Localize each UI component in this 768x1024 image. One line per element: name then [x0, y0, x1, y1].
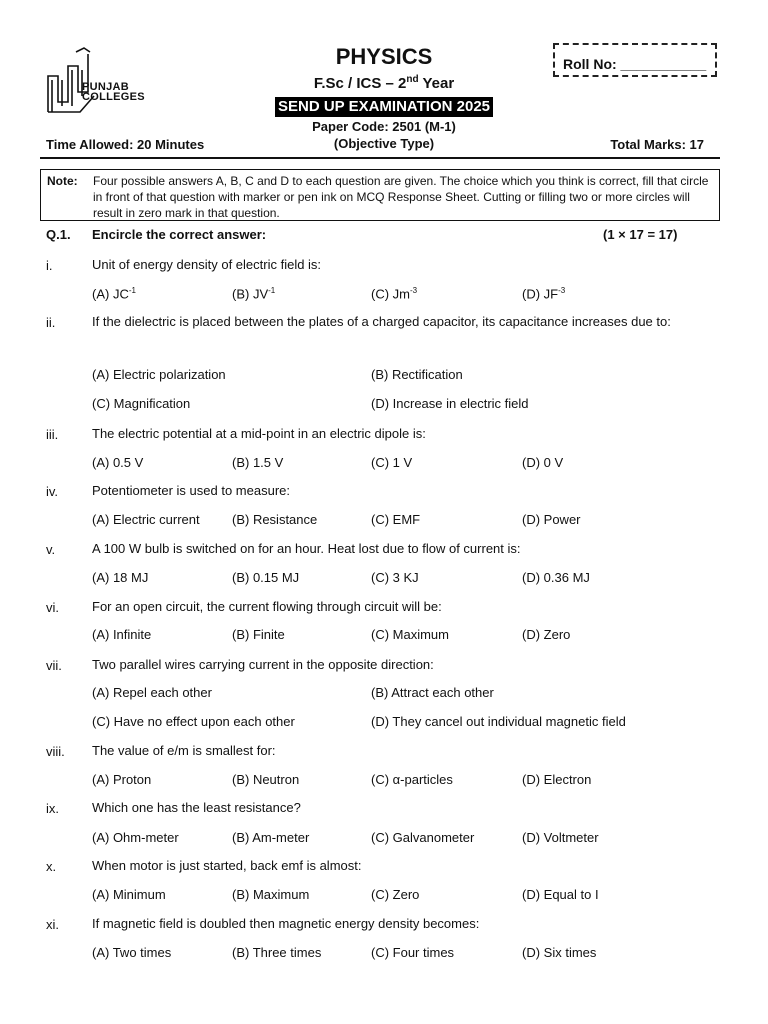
answer-option[interactable]: [522, 887, 599, 902]
answer-option[interactable]: [232, 512, 317, 527]
answer-option[interactable]: [522, 945, 596, 960]
option-label: (A) Two times: [92, 945, 172, 960]
answer-option[interactable]: [522, 512, 581, 527]
paper-code: Paper Code: 2501 (M-1): [312, 119, 456, 134]
option-label: (D) Increase in electric field: [371, 396, 529, 411]
answer-option[interactable]: [371, 887, 419, 902]
roll-number-box[interactable]: Roll No: ___________: [553, 43, 717, 77]
option-label: (D) Equal to I: [522, 887, 599, 902]
total-marks: Total Marks: 17: [610, 137, 704, 152]
option-label: (A) JC: [92, 286, 129, 302]
option-label: (B) 0.15 MJ: [232, 570, 300, 585]
answer-option[interactable]: [371, 570, 419, 585]
question-number: iii.: [46, 427, 59, 442]
answer-option[interactable]: [92, 367, 226, 382]
answer-option[interactable]: [92, 627, 151, 642]
option-label: (A) Minimum: [92, 887, 166, 902]
answer-option[interactable]: [92, 286, 136, 301]
answer-option[interactable]: [522, 455, 563, 470]
question-text: For an open circuit, the current flowing through circuit will be:: [92, 599, 442, 614]
answer-option[interactable]: [92, 772, 151, 787]
note-box: [40, 169, 720, 221]
option-label: (C) Have no effect upon each other: [92, 714, 295, 729]
option-label: (C) Jm: [371, 286, 410, 302]
logo-text-line1: PUNJAB: [82, 81, 130, 93]
answer-option[interactable]: [92, 570, 148, 585]
option-label: (D) Zero: [522, 627, 571, 642]
answer-option[interactable]: [232, 772, 299, 787]
answer-option[interactable]: [522, 830, 599, 845]
option-label: (B) Resistance: [232, 512, 318, 527]
answer-option[interactable]: [371, 286, 417, 301]
answer-option[interactable]: [371, 627, 449, 642]
question-number: ix.: [46, 801, 59, 816]
question-number: v.: [46, 542, 56, 557]
option-label: (A) Electric polarization: [92, 367, 226, 382]
option-label: (A) Ohm-meter: [92, 830, 179, 845]
option-label: (A) Electric current: [92, 512, 200, 527]
option-label: (C) Four times: [371, 945, 455, 960]
option-label: (A) Infinite: [92, 627, 152, 642]
note-label: Note:: [47, 174, 78, 188]
answer-option[interactable]: [371, 512, 420, 527]
time-allowed: Time Allowed: 20 Minutes: [46, 137, 205, 152]
option-superscript: -3: [558, 286, 566, 295]
answer-option[interactable]: [92, 512, 200, 527]
answer-option[interactable]: [371, 945, 454, 960]
option-label: (D) 0.36 MJ: [522, 570, 590, 585]
option-label: (B) Am-meter: [232, 830, 310, 845]
question-text: The value of e/m is smallest for:: [92, 743, 276, 758]
question-number: viii.: [46, 744, 65, 759]
answer-option[interactable]: [232, 830, 309, 845]
exam-banner: SEND UP EXAMINATION 2025: [275, 97, 493, 117]
question-text: When motor is just started, back emf is almost:: [92, 858, 362, 873]
question-text: Two parallel wires carrying current in the opposite direction:: [92, 657, 434, 672]
question-number: i.: [46, 258, 53, 273]
answer-option[interactable]: [232, 945, 321, 960]
question-text: If magnetic field is doubled then magnetic energy density becomes:: [92, 916, 480, 931]
logo-text-line2: COLLEGES: [82, 91, 145, 103]
question-text: If the dielectric is placed between the plates of a charged capacitor, its capacitance increases due to:: [92, 314, 671, 329]
answer-option[interactable]: [92, 945, 171, 960]
option-label: (C) Zero: [371, 887, 420, 902]
answer-option[interactable]: [371, 830, 474, 845]
question-text: The electric potential at a mid-point in an electric dipole is:: [92, 426, 426, 441]
class-prefix: F.Sc / ICS – 2: [313, 75, 407, 92]
option-label: (C) 1 V: [371, 455, 413, 470]
answer-option[interactable]: [92, 455, 143, 470]
option-label: (B) Attract each other: [371, 685, 494, 700]
option-label: (D) 0 V: [522, 455, 564, 470]
option-label: (B) JV: [232, 286, 269, 302]
option-label: (D) JF: [522, 286, 559, 302]
answer-option[interactable]: [371, 455, 412, 470]
question-number: x.: [46, 859, 57, 874]
option-label: (B) Maximum: [232, 887, 310, 902]
answer-option[interactable]: [92, 396, 190, 411]
question-number: vi.: [46, 600, 59, 615]
answer-option[interactable]: [92, 830, 179, 845]
answer-option[interactable]: [522, 627, 570, 642]
section-instruction: Encircle the correct answer:: [92, 227, 267, 242]
option-label: (B) 1.5 V: [232, 455, 284, 470]
option-label: (D) Voltmeter: [522, 830, 599, 845]
answer-option[interactable]: [371, 772, 453, 787]
option-label: (D) They cancel out individual magnetic field: [371, 714, 626, 729]
section-number: Q.1.: [46, 227, 71, 242]
question-text: Which one has the least resistance?: [92, 800, 301, 815]
option-label: (C) EMF: [371, 512, 421, 527]
answer-option[interactable]: [92, 887, 166, 902]
option-label: (C) Galvanometer: [371, 830, 475, 845]
option-label: (B) Finite: [232, 627, 285, 642]
section-marks: (1 × 17 = 17): [603, 227, 678, 242]
question-number: vii.: [46, 658, 62, 673]
option-label: (A) Repel each other: [92, 685, 212, 700]
option-label: (C) Maximum: [371, 627, 449, 642]
subject-title: PHYSICS: [335, 44, 433, 69]
class-suffix: Year: [418, 75, 455, 92]
option-label: (B) Three times: [232, 945, 322, 960]
answer-option[interactable]: [232, 455, 283, 470]
question-number: xi.: [46, 917, 59, 932]
exam-banner-wrap: [0, 97, 768, 117]
answer-option[interactable]: [232, 887, 309, 902]
answer-option[interactable]: [371, 396, 529, 411]
option-superscript: -1: [128, 286, 136, 295]
paper-type: (Objective Type): [333, 136, 435, 151]
option-label: (B) Neutron: [232, 772, 300, 787]
option-label: (D) Power: [522, 512, 581, 527]
option-label: (A) Proton: [92, 772, 152, 787]
option-label: (D) Six times: [522, 945, 597, 960]
answer-option[interactable]: [522, 570, 590, 585]
answer-option[interactable]: [92, 714, 295, 729]
answer-option[interactable]: [232, 627, 285, 642]
note-text: Four possible answers A, B, C and D to each question are given. The choice which you think is correct, fill that circle in front of that question with marker or pen ink on MCQ Response Sheet. Cutting or filling two or more circles will result in zero mark in that question.: [93, 174, 709, 220]
answer-option[interactable]: [371, 714, 626, 729]
option-label: (C) Magnification: [92, 396, 191, 411]
option-label: (B) Rectification: [371, 367, 463, 382]
option-label: (D) Electron: [522, 772, 592, 787]
answer-option[interactable]: [371, 685, 494, 700]
answer-option[interactable]: [522, 772, 591, 787]
question-text: Potentiometer is used to measure:: [92, 483, 290, 498]
option-label: (C) α-particles: [371, 772, 453, 787]
answer-option[interactable]: [92, 685, 212, 700]
option-label: (A) 0.5 V: [92, 455, 144, 470]
option-superscript: -1: [268, 286, 276, 295]
option-label: (C) 3 KJ: [371, 570, 419, 585]
answer-option[interactable]: [371, 367, 463, 382]
question-text: A 100 W bulb is switched on for an hour. Heat lost due to flow of current is:: [92, 541, 521, 556]
answer-option[interactable]: [522, 286, 565, 301]
answer-option[interactable]: [232, 570, 299, 585]
question-text: Unit of energy density of electric field is:: [92, 257, 322, 272]
option-label: (A) 18 MJ: [92, 570, 149, 585]
answer-option[interactable]: [232, 286, 275, 301]
question-number: iv.: [46, 484, 59, 499]
option-superscript: -3: [410, 286, 418, 295]
class-sup: nd: [406, 74, 419, 85]
question-number: ii.: [46, 315, 56, 330]
header-divider: [40, 157, 720, 159]
